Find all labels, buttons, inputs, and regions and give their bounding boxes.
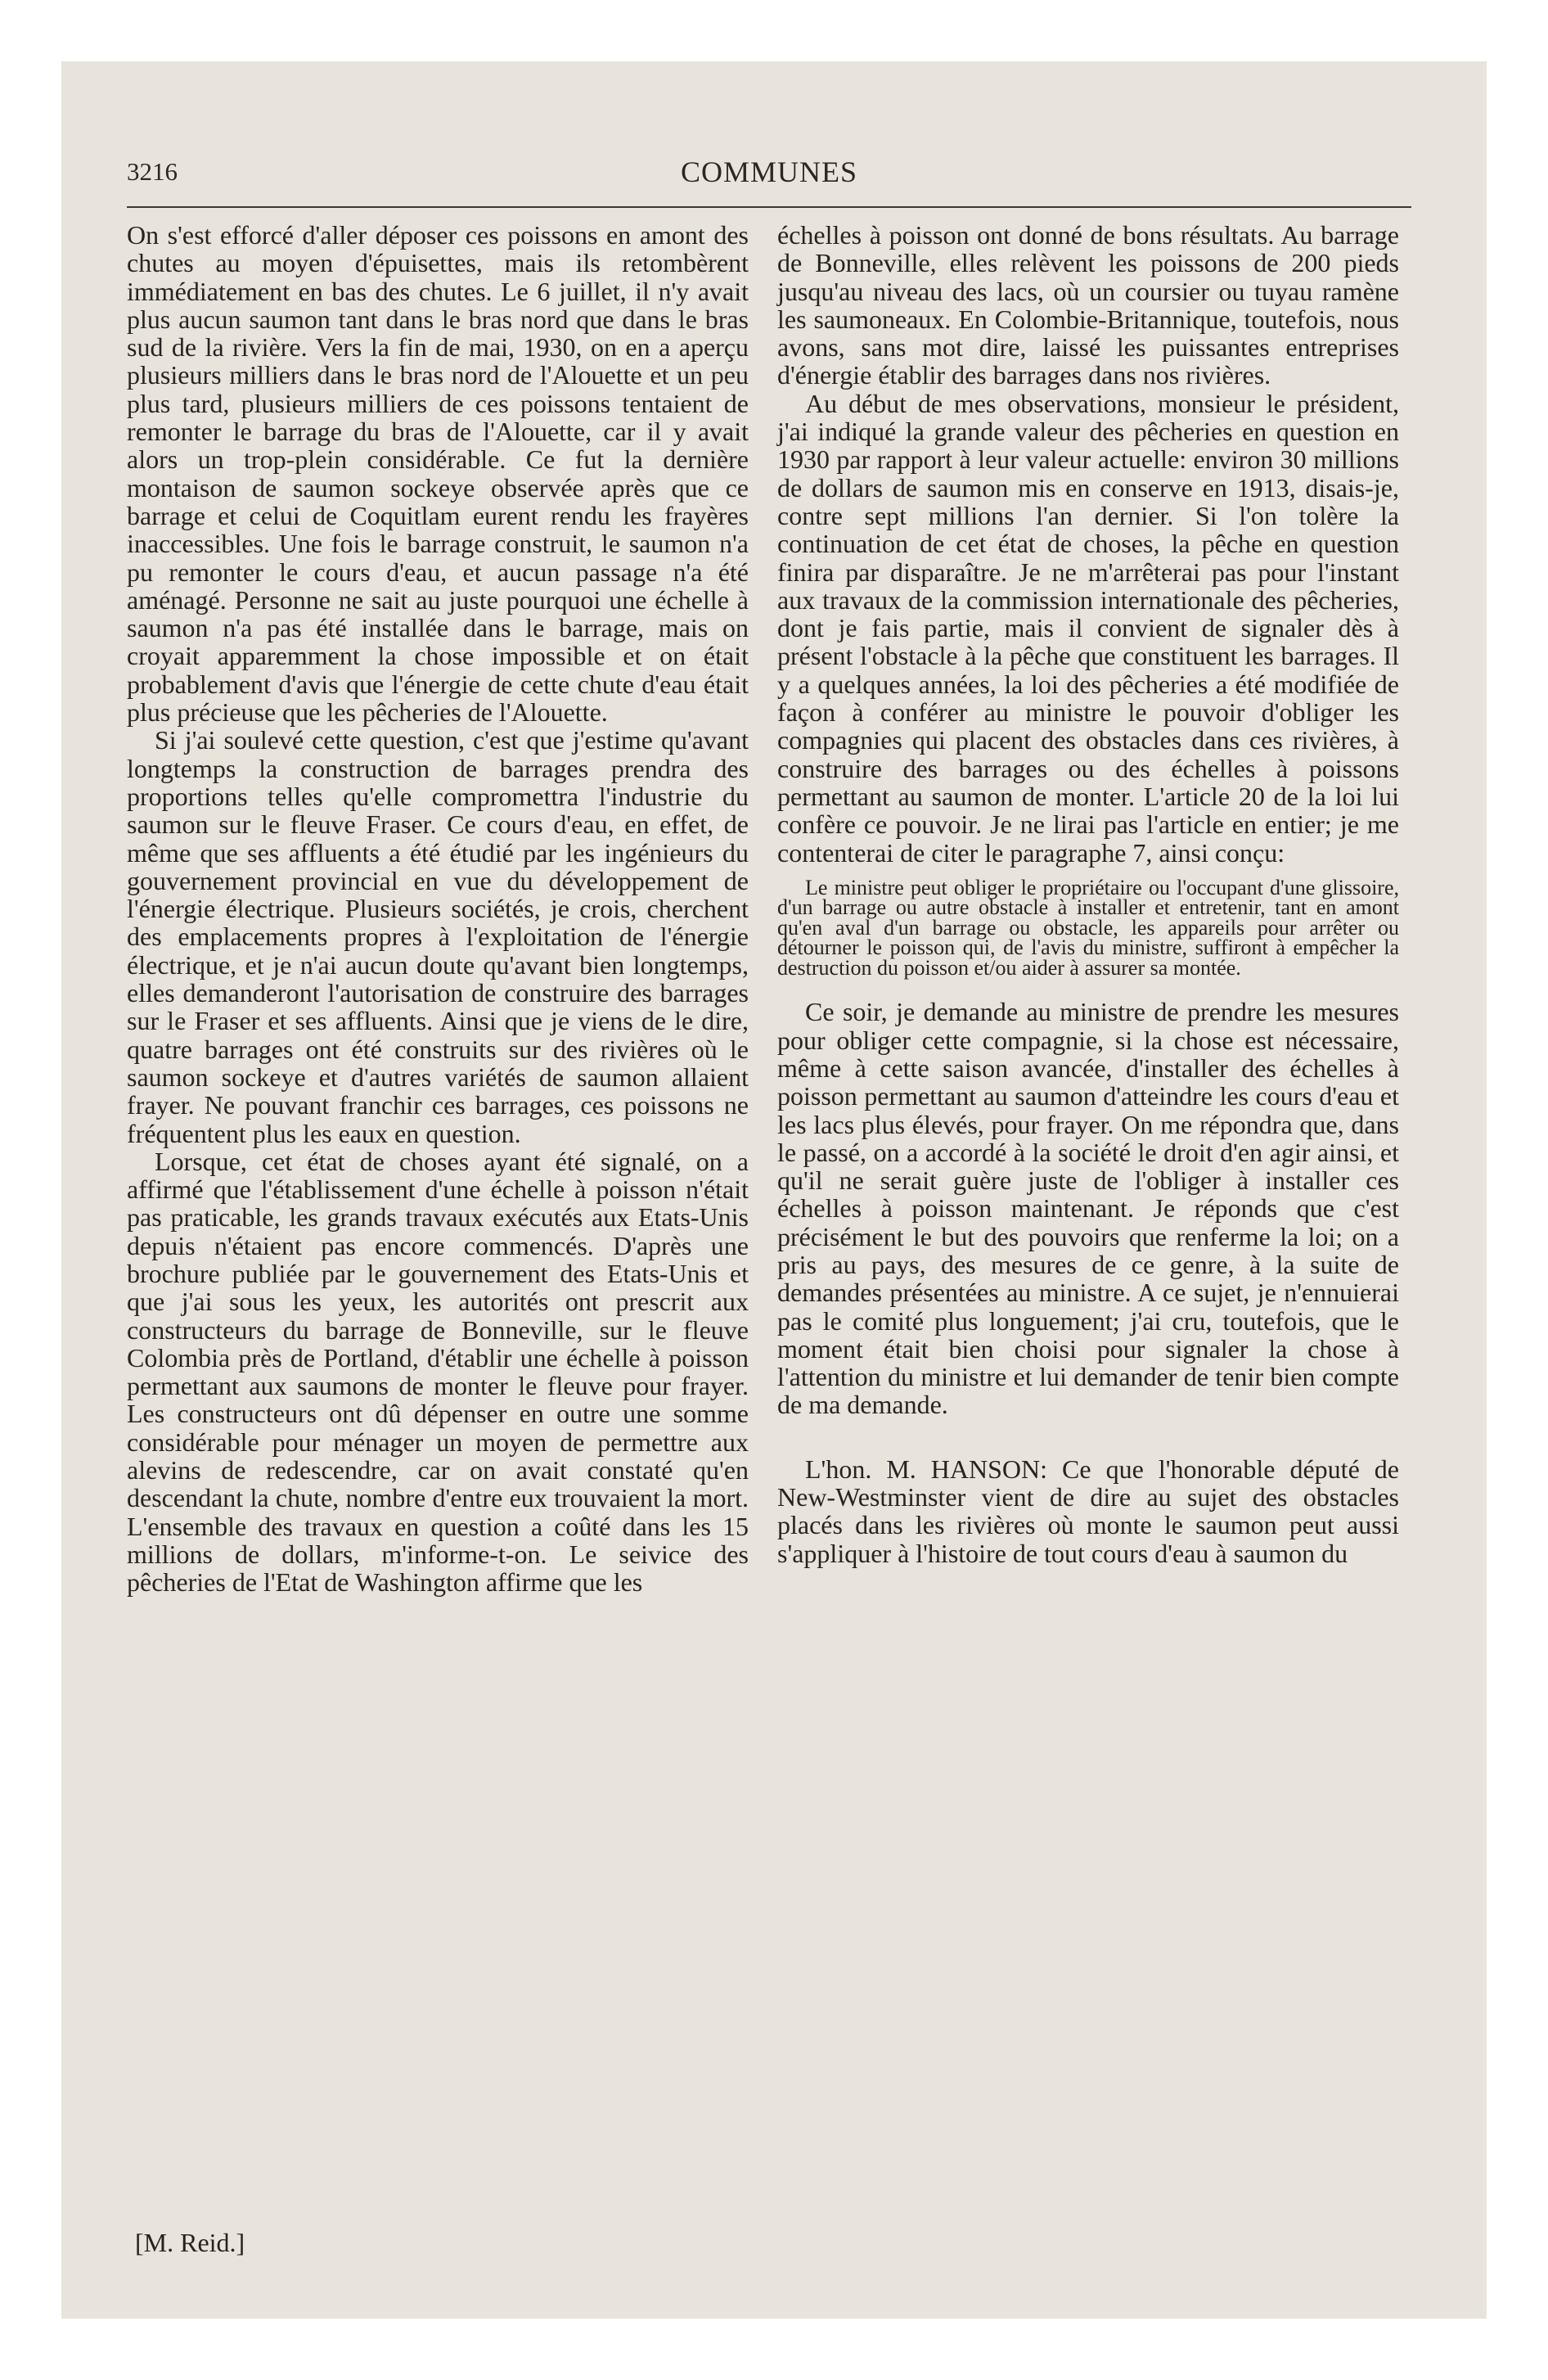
speaker-reference: [M. Reid.] [135,2228,245,2257]
paragraph: Lorsque, cet état de choses ayant été signalé, on a affirmé que l'établissement d'une échelle à poisson n'était pas praticable, les grands travaux exécutés aux Etats-Unis depuis n'étaient pas encore commencés. D'après une brochure publiée par le gouvernement des Etats-Unis et que j'ai sous les yeux, les autorités ont prescrit aux constructeurs du barrage de Bonneville, sur le fleuve Colombia près de Portland, d'établir une échelle à poisson permettant aux saumons de monter le fleuve pour frayer. Les constructeurs ont dû dépenser en outre une somme considérable pour ménager un moyen de permettre aux alevins de redescendre, car on avait constaté qu'en descendant la chute, nombre d'entre eux trouvaient la mort. L'ensemble des travaux en question a coûté dans les 15 millions de dollars, m'informe-t-on. Le seivice des pêcheries de l'Etat de Washington affirme que les [127,1146,749,1598]
right-column [777,221,1399,1567]
header-rule [127,206,1411,208]
paragraph: Si j'ai soulevé cette question, c'est que j'estime qu'avant longtemps la construction de barrages prendra des proportions telles qu'elle compromettra l'industrie du saumon sur le fleuve Fraser. Ce cours d'eau, en effet, de même que ses affluents a été étudié par les ingénieurs du gouvernement provincial en vue du développement de l'énergie électrique. Plusieurs sociétés, je crois, cherchent des emplacements propres à l'exploitation de l'énergie électrique, et je n'ai aucun doute qu'avant bien longtemps, elles demanderont l'autorisation de construire des barrages sur le Fraser et ses affluents. Ainsi que je viens de le dire, quatre barrages ont été construits sur des rivières où le saumon sockeye et d'autres variétés de saumon allaient frayer. Ne pouvant franchir ces barrages, ces poissons ne fréquentent plus les eaux en question. [127,725,749,1148]
quoted-law-excerpt: Le ministre peut obliger le propriétaire ou l'occupant d'une glissoire, d'un barrage ou autre obstacle à installer et entretenir, tant en amont qu'en aval d'un barrage ou obstacle, les appareils pour arrêter ou détourner le poisson qui, de l'avis du ministre, suffiront à empêcher la destruction du poisson et/ou aider à assurer sa montée. [777,875,1399,980]
paragraph: Ce soir, je demande au ministre de prendre les mesures pour obliger cette compagnie, si la chose est nécessaire, même à cette saison avancée, d'installer des échelles à poisson permettant au saumon d'atteindre les cours d'eau et les lacs plus élevés, pour frayer. On me répondra que, dans le passé, on a accordé à la société le droit d'en agir ainsi, et qu'il ne serait guère juste de l'obliger à installer ces échelles à poisson maintenant. Je réponds que c'est précisément le but des pouvoirs que renferme la loi; on a pris au pays, des mesures de ce genre, à la suite de demandes présentées au ministre. A ce sujet, je n'ennuierai pas le comité plus longuement; j'ai cru, toutefois, que le moment était bien choisi pour signaler la chose à l'attention du ministre et lui demander de tenir bien compte de ma demande. [777,997,1399,1420]
paragraph: On s'est efforcé d'aller déposer ces poissons en amont des chutes au moyen d'épuisettes, mais ils retombèrent immédiatement en bas des chutes. Le 6 juillet, il n'y avait plus aucun saumon tant dans le bras nord que dans le bras sud de la rivière. Vers la fin de mai, 1930, on en a aperçu plusieurs milliers dans le bras nord de l'Alouette et un peu plus tard, plusieurs milliers de ces poissons tentaient de remonter le barrage du bras de l'Alouette, car il y avait alors un trop-plein considérable. Ce fut la dernière montaison de saumon sockeye observée après que ce barrage et celui de Coquitlam eurent rendu les frayères inaccessibles. Une fois le barrage construit, le saumon n'a pu remonter le cours d'eau, et aucun passage n'a été aménagé. Personne ne sait au juste pourquoi une échelle à saumon n'a pas été installée dans le barrage, mais on croyait apparemment la chose impossible et on était probablement d'avis que l'énergie de cette chute d'eau était plus précieuse que les pêcheries de l'Alouette. [127,220,749,728]
paragraph: échelles à poisson ont donné de bons résultats. Au barrage de Bonneville, elles relèvent les poissons de 200 pieds jusqu'au niveau des lacs, où un coursier ou tuyau ramène les saumoneaux. En Colombie-Britannique, toutefois, nous avons, sans mot dire, laissé les puissantes entreprises d'énergie établir des barrages dans nos rivières. [777,220,1399,390]
left-column [127,221,749,1597]
page-number: 3216 [127,157,178,186]
speaker-paragraph: L'hon. M. HANSON: Ce que l'honorable député de New-Westminster vient de dire au sujet des obstacles placés dans les rivières où monte le saumon peut aussi s'appliquer à l'histoire de tout cours d'eau à saumon du [777,1454,1399,1568]
page-header [127,156,1411,196]
running-head: COMMUNES [680,156,858,188]
paragraph: Au début de mes observations, monsieur le président, j'ai indiqué la grande valeur des pêcheries en question en 1930 par rapport à leur valeur actuelle: environ 30 millions de dollars de saumon mis en conserve en 1913, disais-je, contre sept millions l'an dernier. Si l'on tolère la continuation de cet état de choses, la pêche en question finira par disparaître. Je ne m'arrêterai pas pour l'instant aux travaux de la commission internationale des pêcheries, dont je fais partie, mais il convient de signaler dès à présent l'obstacle à la pêche que constituent les barrages. Il y a quelques années, la loi des pêcheries a été modifiée de façon à conférer au ministre le pouvoir d'obliger les compagnies qui placent des obstacles dans ces rivières, à construire des barrages ou des échelles à poissons permettant au saumon de monter. L'article 20 de la loi lui confère ce pouvoir. Je ne lirai pas l'article en entier; je me contenterai de citer le paragraphe 7, ainsi conçu: [777,388,1399,868]
